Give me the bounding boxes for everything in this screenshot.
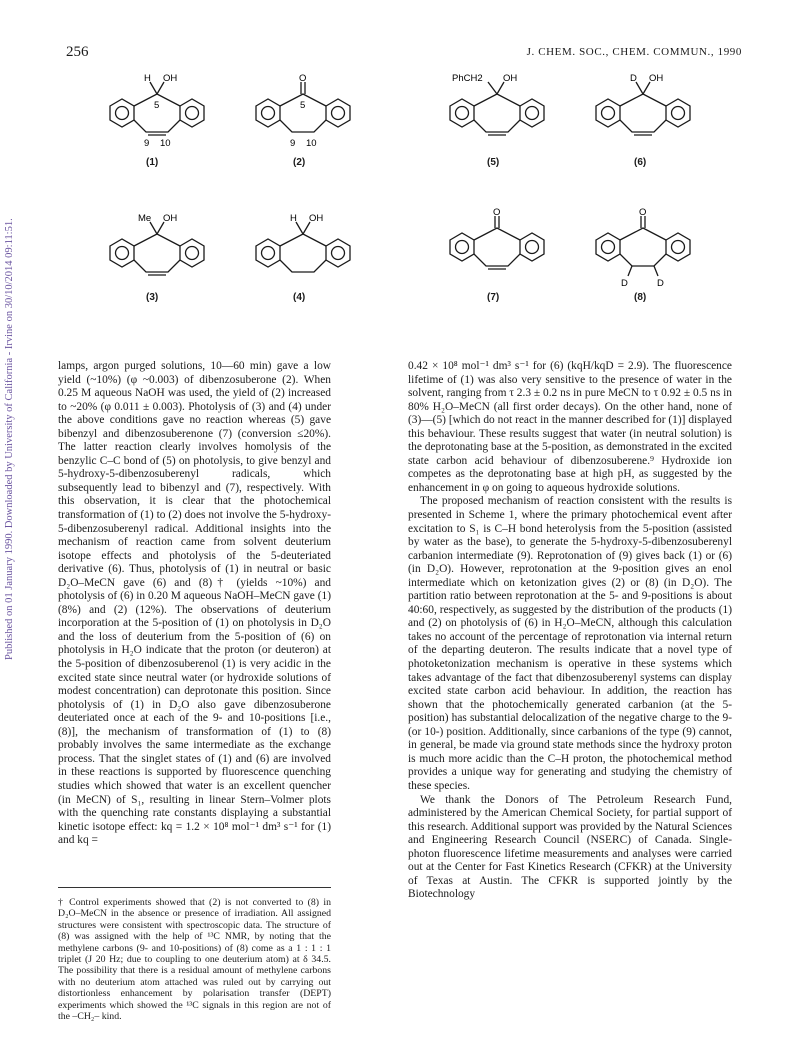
c1-sub-right: OH [163, 73, 178, 84]
compound-3-structure [92, 212, 222, 292]
c6-sub-right: OH [649, 73, 664, 84]
compound-7-structure [432, 206, 562, 286]
c6-sub-left: D [630, 73, 637, 84]
c8-deuterium-right: D [657, 278, 664, 289]
left-paragraph-1: lamps, argon purged solutions, 10—60 min) gave a low yield (~10%) (φ ~0.003) of dibenzosuberone (2). When 0.25 M aqueous NaOH was used, the yield of (2) increased to ~20% (φ 0.011 ± 0.003). Photolysis of (3) and (4) under the above conditions gave no reaction whereas (5) gave bibenzyl and dibenzosuberenone (7) (conversion ≤20%). The latter reaction clearly involves homolysis of the benzylic C–C bond of (5) on photolysis, to give benzyl and 5-hydroxy-5-dibenzosuberenyl radicals, which subsequently lead to bibenzyl and (7), respectively. With this observation, it is clear that the photochemical transformation of (1) to (2) does not involve the 5-hydroxy-5-dibenzosuberenyl radical. Additional insights into the mechanism of reaction came from solvent deuterium isotope effects and photolysis of the 5-deuteriated derivative (6). Thus, photolysis of (1) in neutral or basic D₂O–MeCN gave (6) and (8)† (yields ~10%) and photolysis of (6) in 0.20 M aqueous NaOH–MeCN gave (1) (8%) and (2) (12%). The observations of deuterium incorporation at the 5-position of (1) on photolysis in D₂O and the loss of deuterium from the 5-position of (6) on photolysis in H₂O indicate that the proton (or deuteron) at the 5-position of dibenzosuberenol (1) is very acidic in the excited state since neutral water (or hydroxide solutions of modest concentration) can deprotonate this position. Since photolysis of (1) in D₂O also gave dibenzosuberone deuteriated once at each of the 9- and 10-positions [i.e., (8)], the mechanism of transformation of (1) to (8) probably involves the same intermediate as the exchange process. That the singlet states of (1) and (6) are involved in these reactions is supported by fluorescence quenching studies which showed that water is an excellent quencher (in MeCN) of S₁, resulting in linear Stern–Volmer plots with the quenching rate constants displaying a substantial kinetic isotope effect: kq = 1.2 × 10⁸ mol⁻¹ dm³ s⁻¹ for (1) and kq = [58, 360, 331, 847]
footnote: † Control experiments showed that (2) is not converted to (8) in D₂O–MeCN in the absence or presence of irradiation. All assigned structures were consistent with spectroscopic data. The structure of (8) was assigned with the help of ¹³C NMR, by noting that the methylene carbons (9- and 10-positions) of (8) come as a 1 : 1 : 1 triplet (J 20 Hz; due to coupling to one deuterium atom) at δ 34.5. The possibility that there is a residual amount of methylene carbons with no deuterium atom attached was ruled out by carrying out distortionless enhancement by polarisation transfer (DEPT) experiments which showed the ¹³C signals in this region are not of the –CH₂– kind. [58, 897, 331, 1023]
compound-4-structure [238, 212, 368, 292]
c2-oxygen: O [299, 73, 307, 84]
c8-oxygen: O [639, 207, 647, 218]
download-notice-text: Published on 01 January 1990. Downloaded by University of California - Irvine on 30/10/2014 09:11:51. [4, 218, 15, 660]
c1-sub-left: H [144, 73, 151, 84]
compound-8-structure [578, 206, 708, 292]
c1-pos5: 5 [154, 100, 160, 111]
compound-5-label: (5) [487, 157, 500, 168]
compound-3-label: (3) [146, 292, 159, 303]
journal-header: J. CHEM. SOC., CHEM. COMMUN., 1990 [526, 46, 742, 58]
c3-sub-left: Me [138, 213, 152, 224]
page-number: 256 [66, 44, 89, 60]
c4-sub-left: H [290, 213, 297, 224]
c1-pos10: 10 [160, 138, 171, 149]
c5-sub-right: OH [503, 73, 518, 84]
c1-pos9: 9 [144, 138, 150, 149]
c2-pos10: 10 [306, 138, 317, 149]
compound-6-structure [578, 72, 708, 152]
c8-deuterium-left: D [621, 278, 628, 289]
left-column [58, 360, 331, 848]
compound-2-structure [238, 72, 368, 152]
compound-7-label: (7) [487, 292, 500, 303]
c2-pos9: 9 [290, 138, 296, 149]
compound-5-structure [432, 72, 562, 152]
c4-sub-right: OH [309, 213, 324, 224]
compound-8-label: (8) [634, 292, 647, 303]
c7-oxygen: O [493, 207, 501, 218]
right-column [408, 360, 732, 902]
compound-1-structure [92, 72, 222, 152]
compound-4-label: (4) [293, 292, 306, 303]
compound-1-label: (1) [146, 157, 159, 168]
c5-sub-left: PhCH2 [452, 73, 483, 84]
right-paragraph-3: We thank the Donors of The Petroleum Research Fund, administered by the American Chemical Society, for partial support of this research. Additional support was provided by the Natural Sciences and Engineering Research Council (NSERC) of Canada. Single-photon fluorescence lifetime measurements and analyses were carried out at the Center for Fast Kinetics Research (CFKR) at the University of Texas at Austin. The CFKR is supported jointly by the Biotechnology [408, 793, 732, 901]
right-paragraph-2: The proposed mechanism of reaction consistent with the results is presented in Scheme 1, where the primary photochemical event after excitation to S₁ is C–H bond heterolysis from the 5-position (assisted by water as the base), to generate the 5-hydroxy-5-dibenzosuberenyl carbanion intermediate (9). Reprotonation of (9) gives back (1) or (6) (in D₂O). However, reprotonation at the 9-position gives an enol intermediate which on ketonization gives (2) or (8) (in D₂O). The partition ratio between reprotonation at the 5- and 9-positions is about 40:60, respectively, as suggested by the distribution of the products (1) and (2) on photolysis of (6) in H₂O–MeCN, although this calculation takes no account of the percentage of reprotonation via internal return of the departing deuteron. The results indicate that a novel type of photoketonization mechanism is operative in these systems which takes advantage of the fact that dibenzosuberenyl systems can display excited state carbon acid behaviour. In addition, the reaction has shown that the photochemically generated carbanion (at the 5-position) has substantial delocalization of the negative charge to the 9- (or 10-) position. Additionally, since carbanions of the type (9) cannot, in general, be made via ground state methods since the hydroxy proton is much more acidic than the C–H proton, the photochemical method provides a unique way for generating and studying the chemistry of these species. [408, 495, 732, 792]
c2-pos5: 5 [300, 100, 306, 111]
compound-2-label: (2) [293, 157, 306, 168]
footnote-rule [58, 887, 331, 888]
right-paragraph-1: 0.42 × 10⁸ mol⁻¹ dm³ s⁻¹ for (6) (kqH/kqD = 2.9). The fluorescence lifetime of (1) was also very sensitive to the presence of water in the solvent, ranging from τ 2.3 ± 0.2 ns in pure MeCN to τ 0.92 ± 0.5 ns in 80% H₂O–MeCN (all first order decays). On the other hand, none of (3)—(5) [which do not react in the manner described for (1)] displayed this behaviour. These results suggest that water (in neutral solution) is the deprotonating base at the 5-position, as demonstrated in the excited state carbon acid behaviour of dibenzosuberene.⁹ Hydroxide ion competes as the deprotonating base at high pH, as suggested by the enhancement in φ on going to aqueous hydroxide solutions. [408, 360, 732, 494]
compound-6-label: (6) [634, 157, 647, 168]
c3-sub-right: OH [163, 213, 178, 224]
download-notice [2, 180, 18, 660]
